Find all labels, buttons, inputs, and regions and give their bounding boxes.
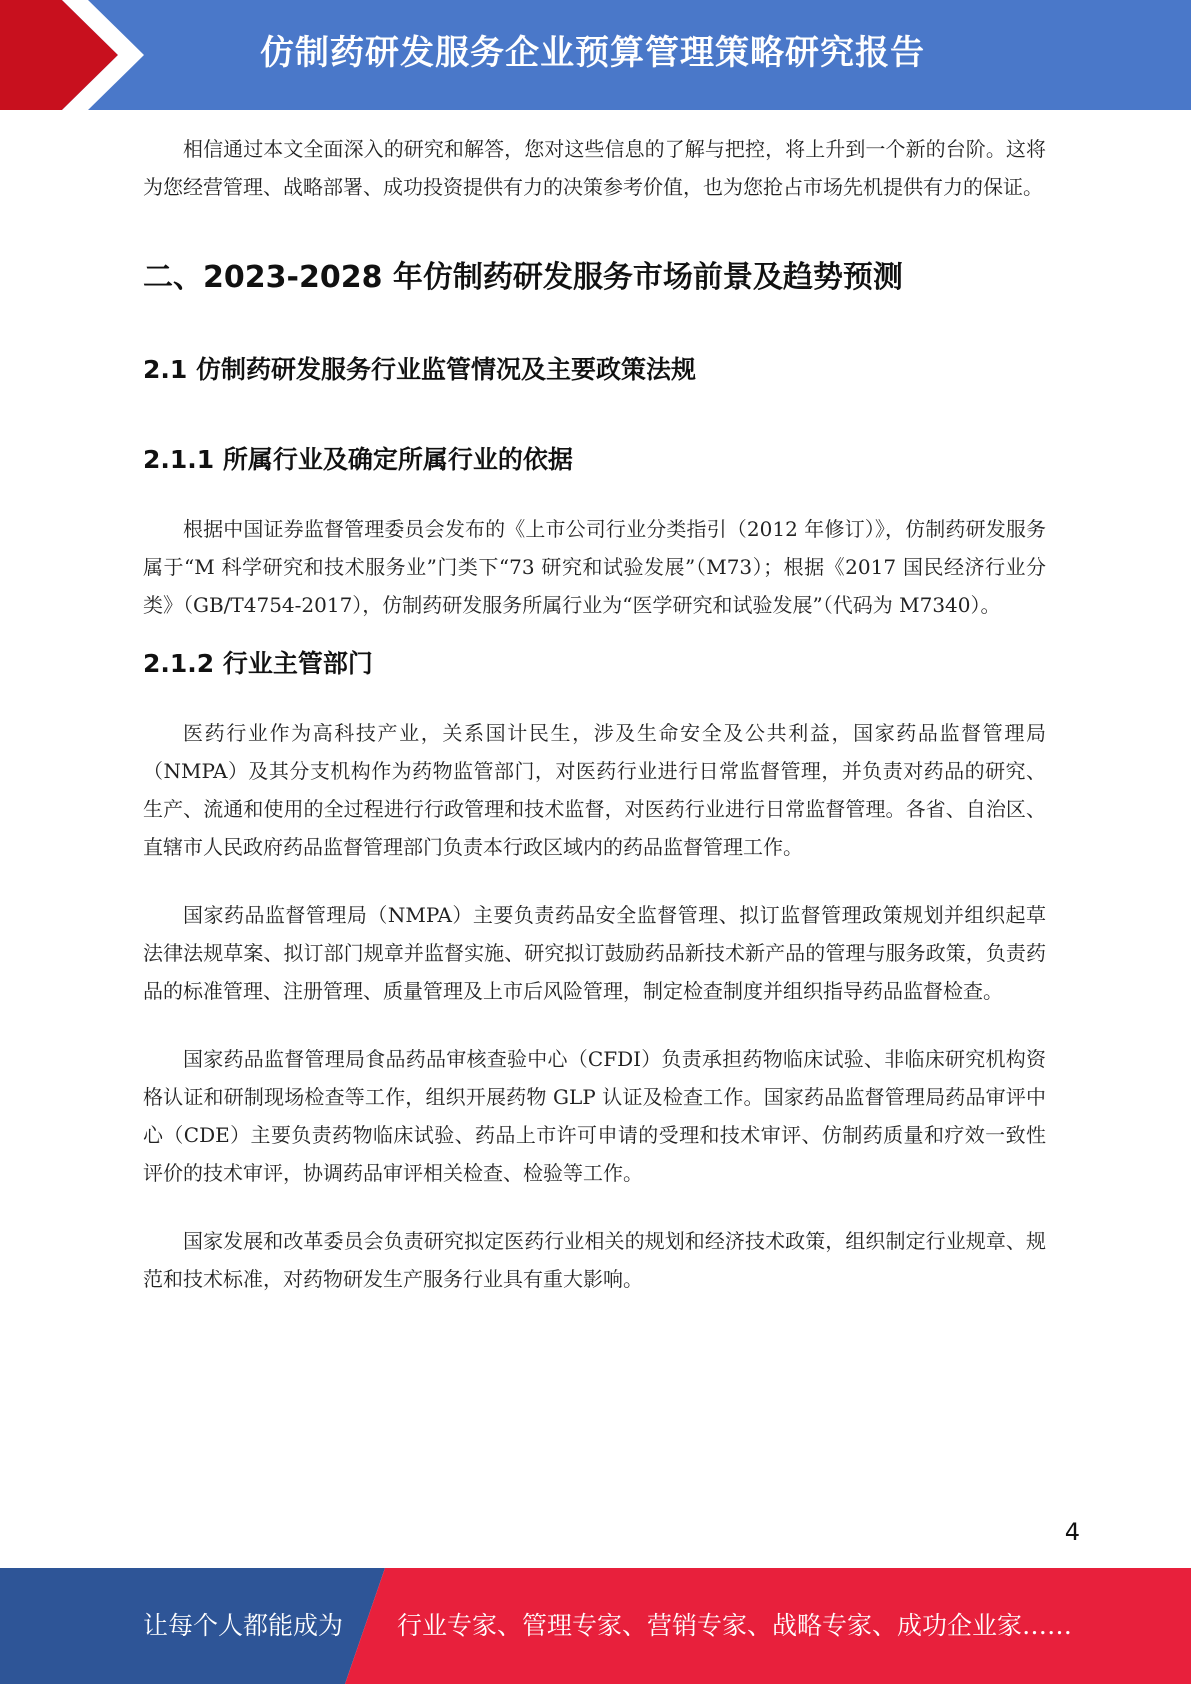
section-heading: 二、2023-2028 年仿制药研发服务市场前景及趋势预测 [143,260,903,295]
footer-slogan-left: 让每个人都能成为 [143,1611,344,1640]
paragraph-ndrc: 国家发展和改革委员会负责研究拟定医药行业相关的规划和经济技术政策，组织制定行业规章、规范和技术标准，对药物研发生产服务行业具有重大影响。 [143,1229,1046,1291]
paragraph-industry-classification: 根据中国证券监督管理委员会发布的《上市公司行业分类指引（2012 年修订）》，仿制药研发服务属于“M 科学研究和技术服务业”门类下“73 研究和试验发展”（M73）；根据《2017 国民经济行业分类》（GB/T4754-2017），仿制药研发服务所属行业为“医学研究和试验发展”（代码为 M7340）。 [143,517,1046,617]
intro-paragraph: 相信通过本文全面深入的研究和解答，您对这些信息的了解与把控，将上升到一个新的台阶。这将为您经营管理、战略部署、成功投资提供有力的决策参考价值，也为您抢占市场先机提供有力的保证。 [143,137,1046,199]
page-header [0,0,1191,110]
footer-slogan-right: 行业专家、管理专家、营销专家、战略专家、成功企业家…… [397,1611,1073,1640]
paragraph-cfdi-cde: 国家药品监督管理局食品药品审核查验中心（CFDI）负责承担药物临床试验、非临床研究机构资格认证和研制现场检查等工作，组织开展药物 GLP 认证及检查工作。国家药品监督管理局药品审评中心（CDE）主要负责药物临床试验、药品上市许可申请的受理和技术审评、仿制药质量和疗效一致性评价的技术审评，协调药品审评相关检查、检验等工作。 [143,1047,1046,1185]
paragraph-nmpa-overview: 医药行业作为高科技产业，关系国计民生，涉及生命安全及公共利益，国家药品监督管理局（NMPA）及其分支机构作为药物监管部门，对医药行业进行日常监督管理，并负责对药品的研究、生产、流通和使用的全过程进行行政管理和技术监督，对医药行业进行日常监督管理。各省、自治区、直辖市人民政府药品监督管理部门负责本行政区域内的药品监督管理工作。 [143,721,1046,859]
report-title: 仿制药研发服务企业预算管理策略研究报告 [260,33,925,73]
page-footer [0,1568,1191,1684]
heading-2-1-2: 2.1.2 行业主管部门 [143,649,373,678]
page-number: 4 [1064,1518,1080,1546]
paragraph-nmpa-duties: 国家药品监督管理局（NMPA）主要负责药品安全监督管理、拟订监督管理政策规划并组织起草法律法规草案、拟订部门规章并监督实施、研究拟订鼓励药品新技术新产品的管理与服务政策，负责药品的标准管理、注册管理、质量管理及上市后风险管理，制定检查制度并组织指导药品监督检查。 [143,903,1046,1003]
heading-2-1-1: 2.1.1 所属行业及确定所属行业的依据 [143,445,573,474]
document-body [143,130,1046,1298]
subsection-heading: 2.1 仿制药研发服务行业监管情况及主要政策法规 [143,355,696,384]
header-chevron-decoration [0,0,180,110]
